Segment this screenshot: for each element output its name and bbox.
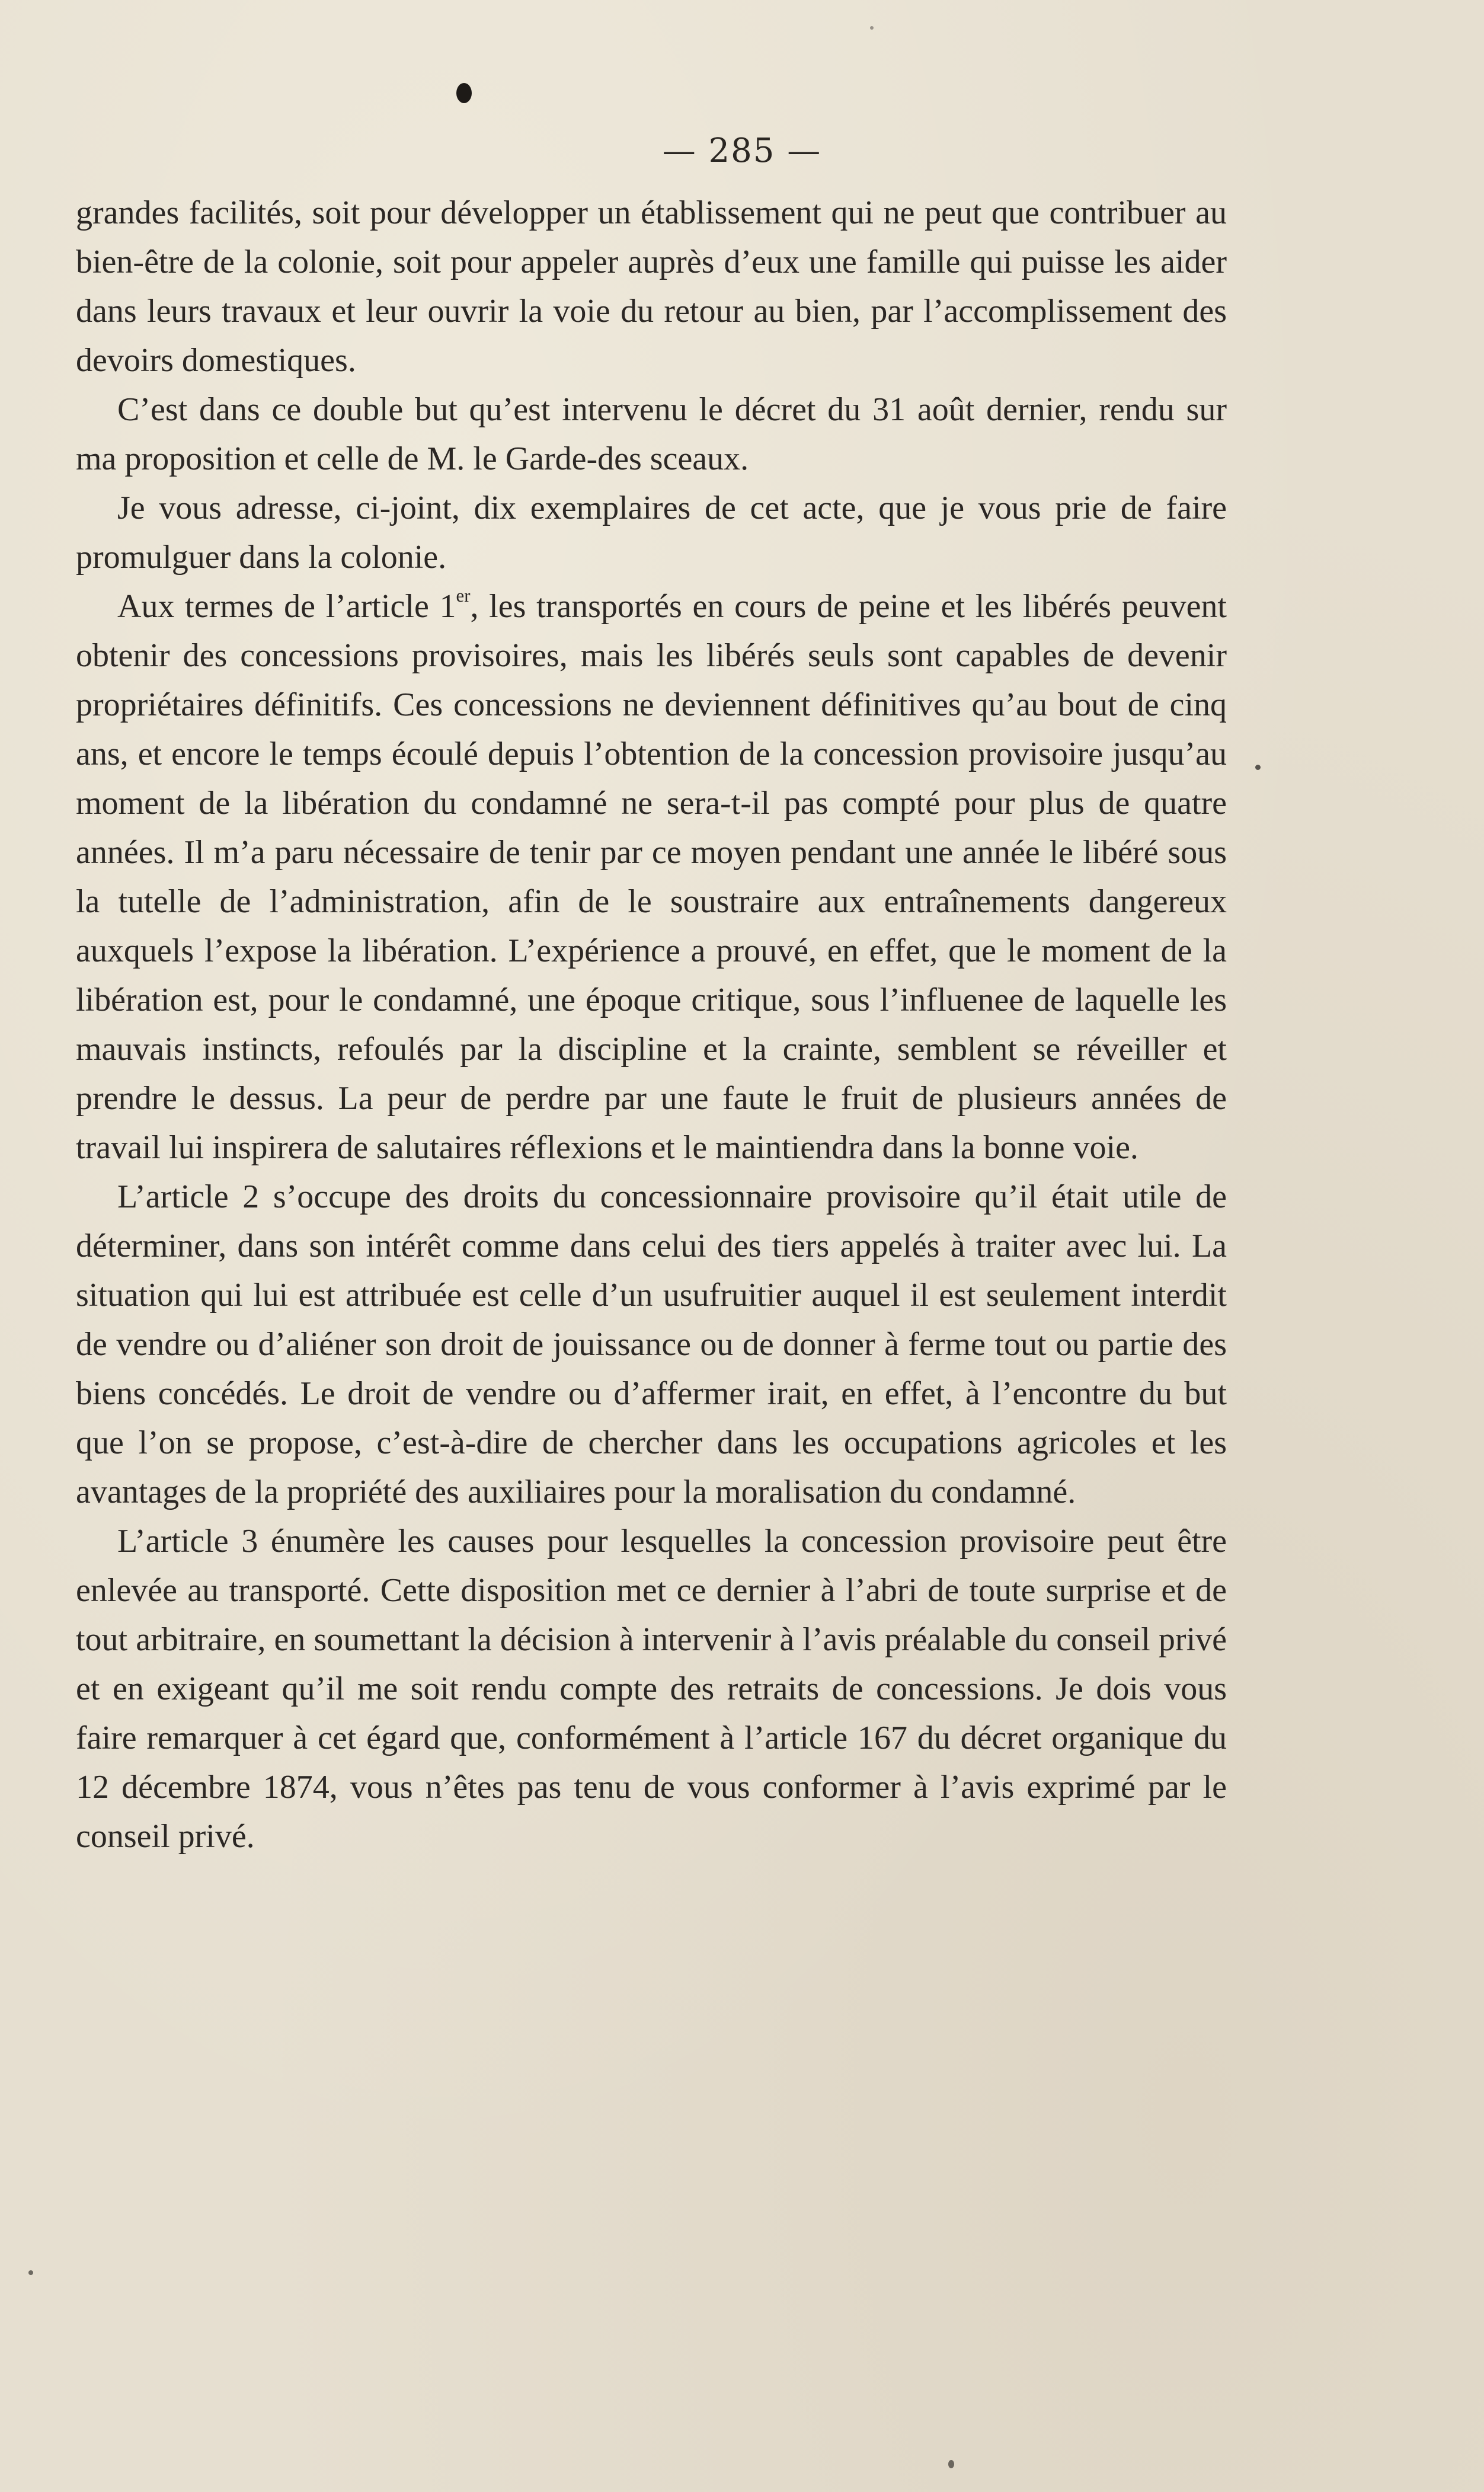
paragraph-decree: C’est dans ce double but qu’est intervenu le décret du 31 août dernier, rendu sur ma proposition et celle de M. le Garde-des sceaux. (76, 391, 1227, 477)
ink-speck (28, 2270, 33, 2275)
paragraph-copies: Je vous adresse, ci-joint, dix exemplaires de cet acte, que je vous prie de faire promulguer dans la colonie. (76, 490, 1227, 576)
ordinal-superscript: er (456, 585, 471, 606)
paragraph-article-1 (76, 582, 1227, 1172)
ink-speck (1255, 765, 1261, 770)
paragraph-article-3: L’article 3 énumère les causes pour lesquelles la concession provisoire peut être enlevée au transporté. Cette disposition met ce dernier à l’abri de toute surprise et de tout arbitraire, en soumettant la décision à intervenir à l’avis préalable du conseil privé et en exigeant qu’il me soit rendu compte des retraits de concessions. Je dois vous faire remarquer à cet égard que, conformément à l’article 167 du décret organique du 12 décembre 1874, vous n’êtes pas tenu de vous conformer à l’avis exprimé par le conseil privé. (76, 1523, 1227, 1855)
paragraph-continuation: grandes facilités, soit pour développer un établissement qui ne peut que contribuer au bien-être de la colonie, soit pour appeler auprès d’eux une famille qui puisse les aider dans leurs travaux et leur ouvrir la voie du retour au bien, par l’accomplissement des devoirs domestiques. (76, 194, 1227, 379)
paragraph-article-1-body: , les transportés en cours de peine et les libérés peuvent obtenir des concessions provisoires, mais les libérés seuls sont capables de devenir propriétaires définitifs. Ces concessions ne deviennent définitives qu’au bout de cinq ans, et encore le temps écoulé depuis l’obtention de la concession provisoire jusqu’au moment de la libération du condamné ne sera-t-il pas compté pour plus de quatre années. Il m’a paru nécessaire de tenir par ce moyen pendant une année le libéré sous la tutelle de l’administration, afin de le soustraire aux entraînements dangereux auxquels l’expose la libération. L’expérience a prouvé, en effet, que le moment de la libération est, pour le condamné, une époque critique, sous l’influenee de laquelle les mauvais instincts, refoulés par la discipline et la crainte, semblent se réveiller et prendre le dessus. La peur de perdre par une faute le fruit de plusieurs années de travail lui inspirera de salutaires réflexions et le maintiendra dans la bonne voie. (76, 588, 1227, 1166)
paragraph-article-1-lead: Aux termes de l’article 1 (117, 588, 456, 625)
ink-speck (948, 2460, 954, 2468)
page-number: — 285 — (662, 132, 822, 170)
ink-spot (456, 83, 472, 103)
paragraph-article-2: L’article 2 s’occupe des droits du concessionnaire provisoire qu’il était utile de déterminer, dans son intérêt comme dans celui des tiers appelés à traiter avec lui. La situation qui lui est attribuée est celle d’un usufruitier auquel il est seulement interdit de vendre ou d’aliéner son droit de jouissance ou de donner à ferme tout ou partie des biens concédés. Le droit de vendre ou d’affermer irait, en effet, à l’encontre du but que l’on se propose, c’est-à-dire de chercher dans les occupations agricoles et les avantages de la propriété des auxiliaires pour la moralisation du condamné. (76, 1178, 1227, 1510)
body-text (76, 189, 1227, 1861)
ink-speck (870, 26, 874, 30)
